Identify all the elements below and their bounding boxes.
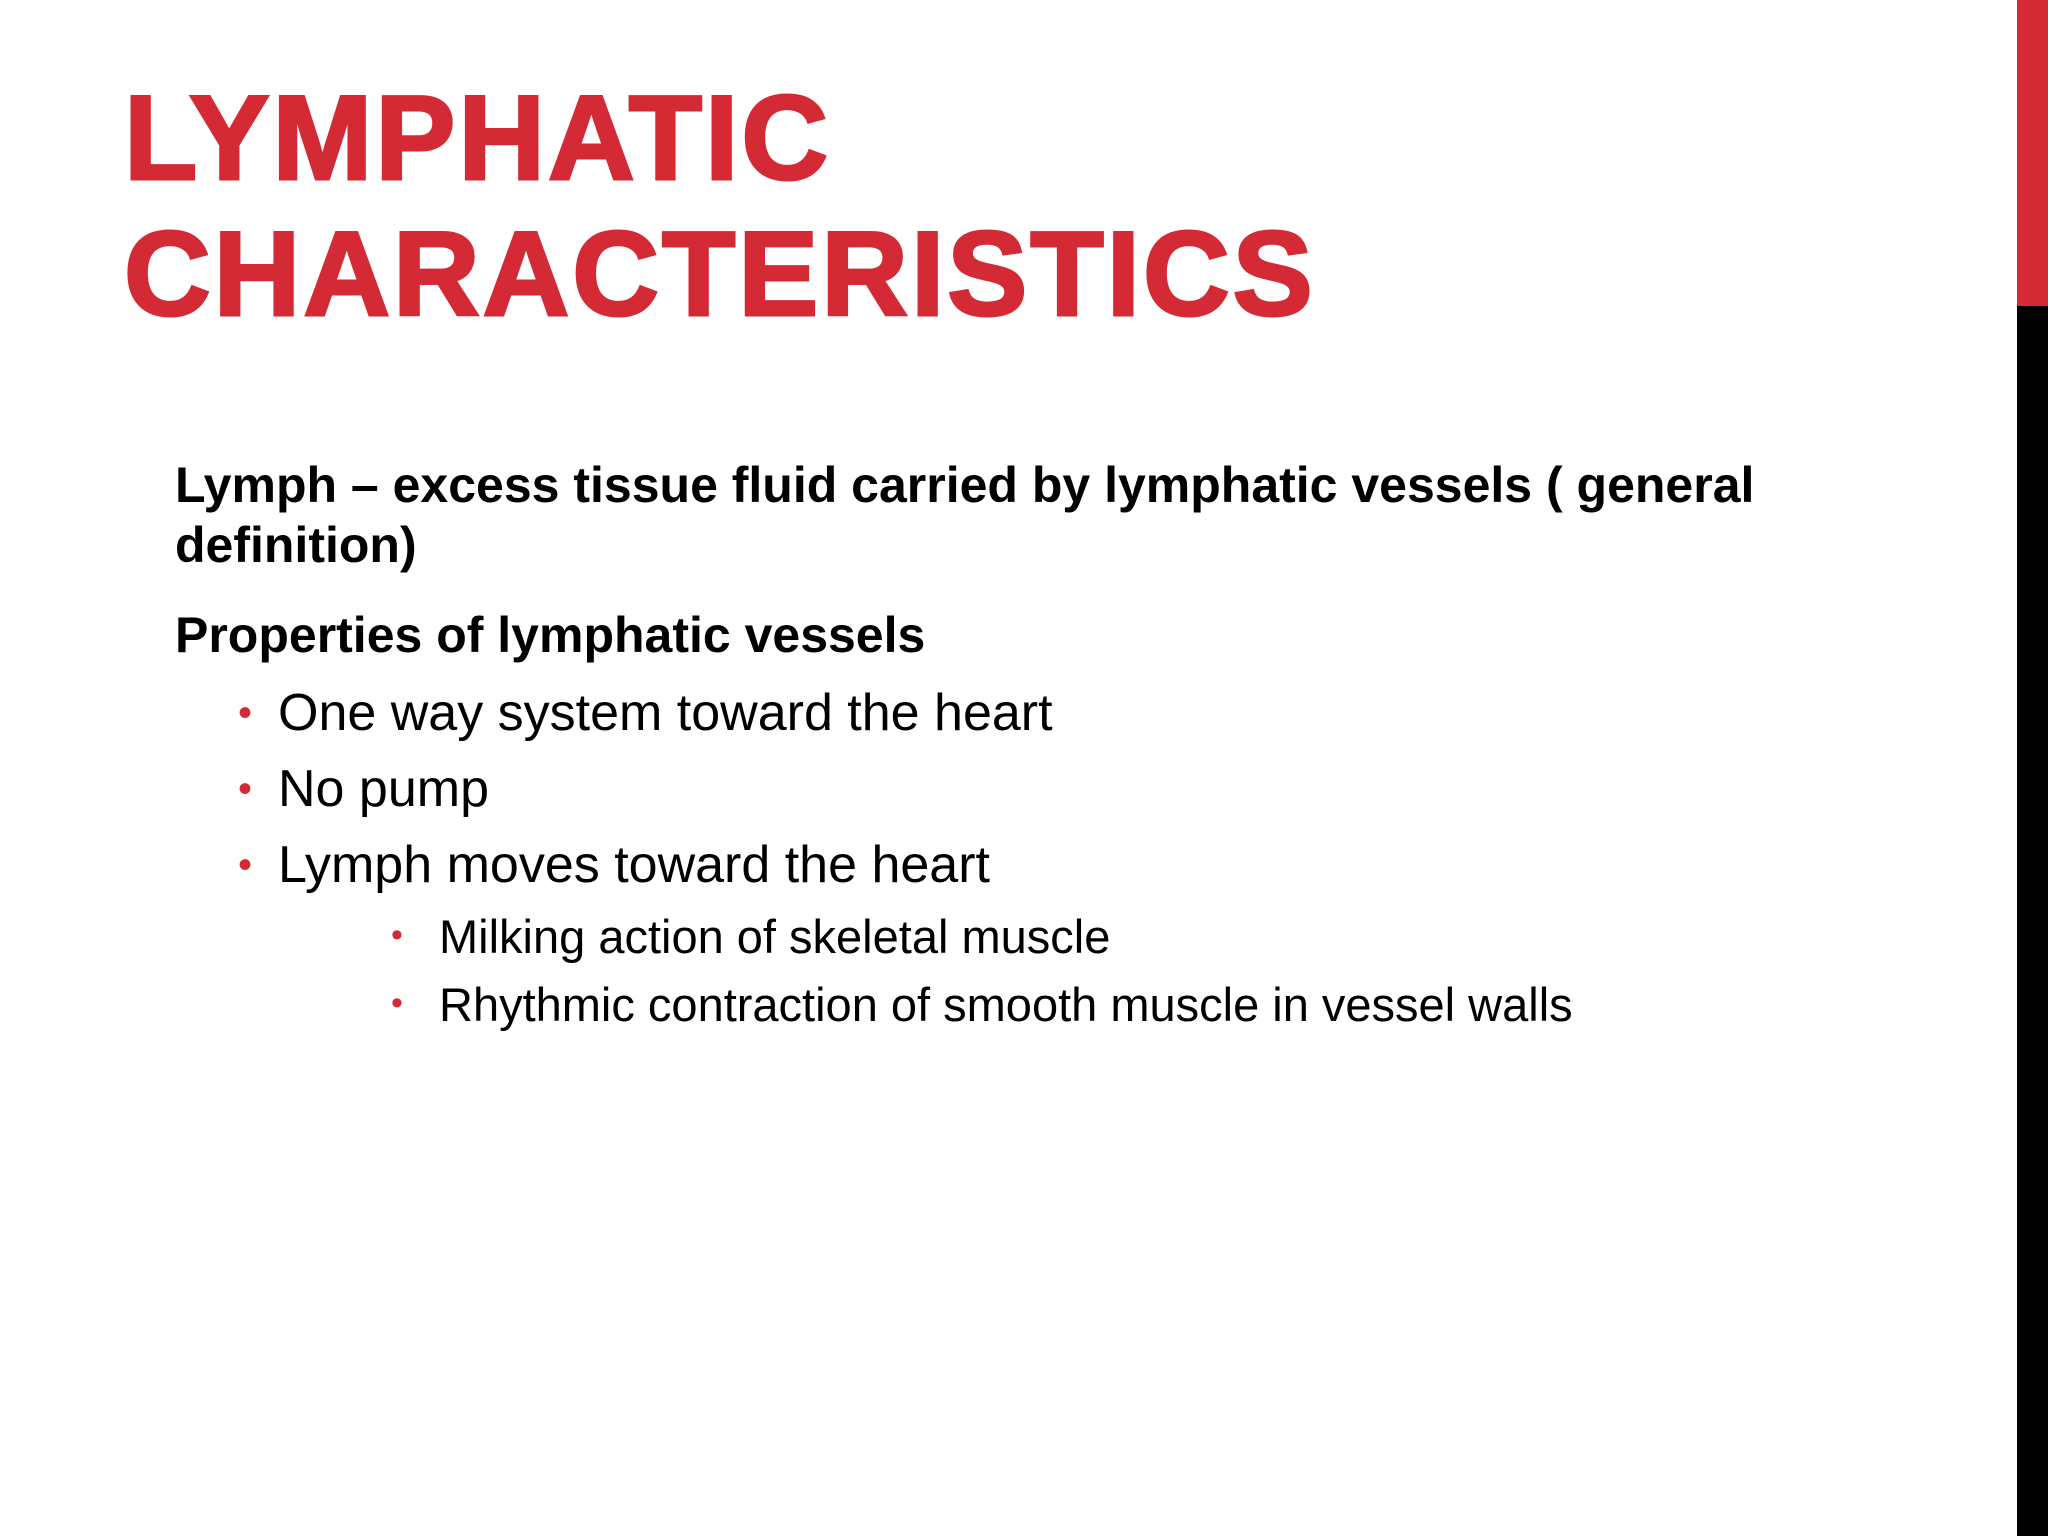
- list-item: [238, 751, 1975, 827]
- bullet-dot-icon: •: [391, 984, 403, 1022]
- accent-bar-black: [2017, 306, 2048, 1536]
- properties-heading: Properties of lymphatic vessels: [175, 607, 926, 663]
- slide-body: [175, 455, 1975, 1039]
- sub-list-item-text: Milking action of skeletal muscle: [439, 910, 1111, 963]
- sub-list-item: [391, 903, 1975, 971]
- list-item-text: No pump: [278, 760, 489, 818]
- list-item: [238, 675, 1975, 751]
- bullet-dot-icon: •: [238, 767, 253, 811]
- bullet-dot-icon: •: [238, 843, 253, 887]
- slide-title: [124, 70, 1924, 342]
- list-item-text: Lymph moves toward the heart: [278, 836, 990, 894]
- bullet-dot-icon: •: [238, 691, 253, 735]
- accent-bar-red: [2017, 0, 2048, 306]
- bullet-dot-icon: •: [391, 916, 403, 954]
- properties-list: [175, 675, 1975, 903]
- movement-mechanisms-list: [175, 903, 1975, 1039]
- list-item: [238, 827, 1975, 903]
- lymph-definition: Lymph – excess tissue fluid carried by lymphatic vessels ( general definition): [175, 457, 1755, 573]
- sub-list-item-text: Rhythmic contraction of smooth muscle in vessel walls: [439, 978, 1573, 1031]
- list-item-text: One way system toward the heart: [278, 684, 1053, 742]
- sub-list-item: [391, 971, 1975, 1039]
- slide-title-line-1: LYMPHATIC: [124, 71, 832, 205]
- slide-title-line-2: CHARACTERISTICS: [124, 207, 1316, 341]
